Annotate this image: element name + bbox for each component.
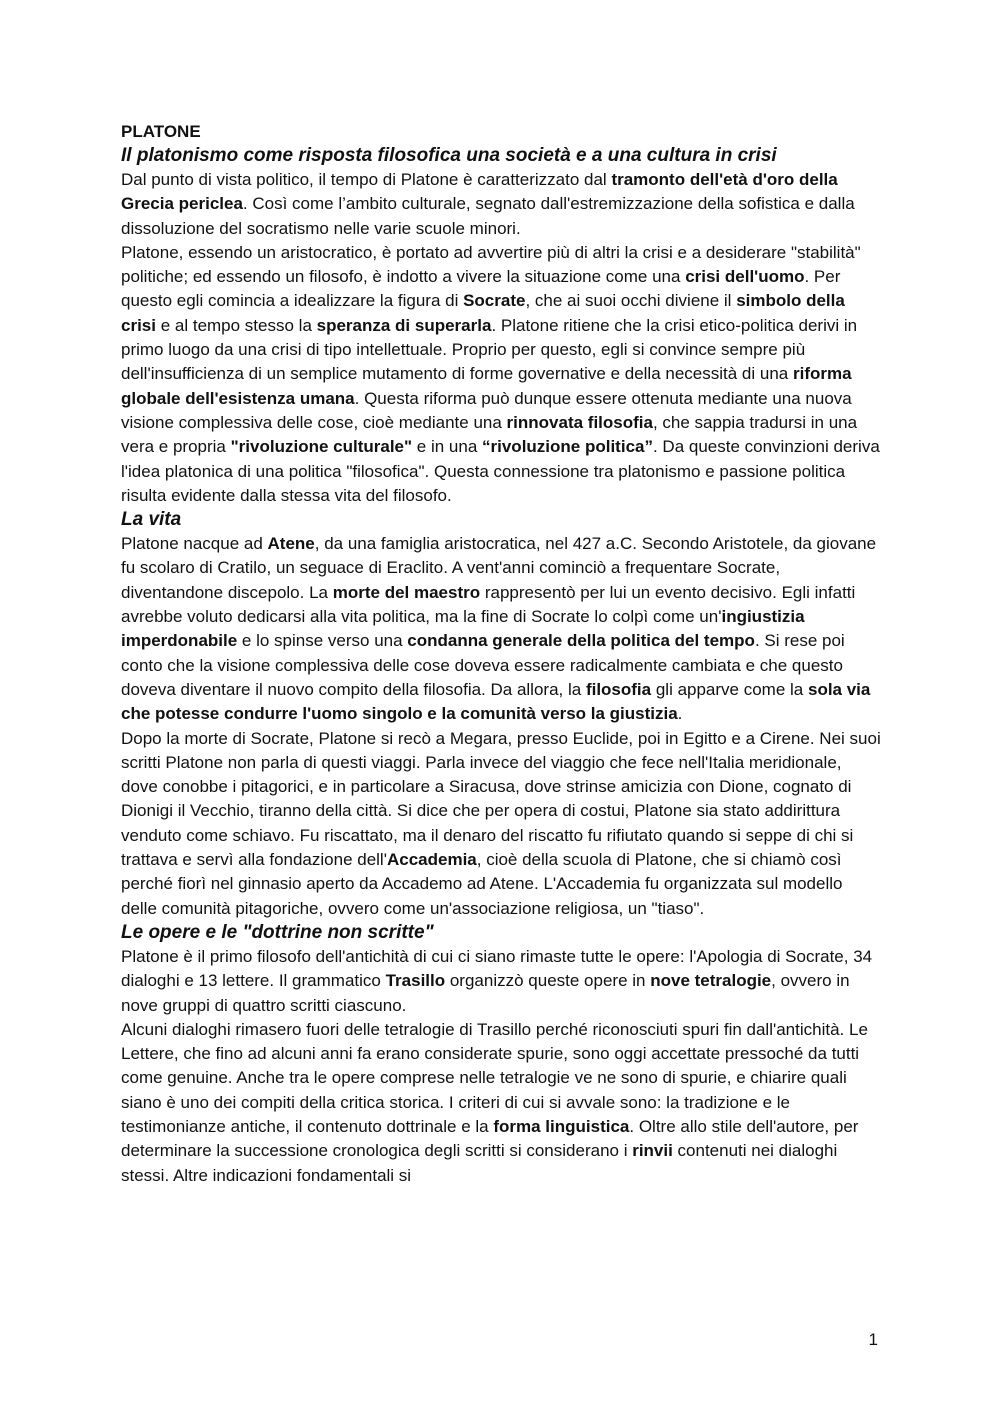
text-run: . Questa riforma può dunque essere ottenuta mediante una nuova visione complessiva delle cose, cioè mediante una	[121, 388, 852, 432]
bold-text: riforma globale dell'esistenza umana	[121, 364, 852, 408]
text-run: . Oltre allo stile dell'autore, per determinare la successione cronologica degli scritti si considerano i	[121, 1116, 859, 1161]
text-run: Platone, essendo un aristocratico, è portato ad avvertire più di altri la crisi e a desiderare "stabilità" politiche; ed essendo un filosofo, è indotto a vivere la situazione come una	[121, 242, 861, 287]
paragraph	[121, 241, 881, 508]
text-run: e al tempo stesso la	[155, 315, 317, 335]
bold-text: "rivoluzione culturale"	[230, 437, 413, 457]
text-run: , che sappia tradursi in una vera e propria	[121, 412, 858, 457]
paragraph	[121, 1018, 881, 1188]
paragraph	[121, 532, 881, 726]
bold-text: ingiustizia imperdonabile	[121, 607, 805, 651]
paragraph	[121, 727, 881, 921]
text-run: gli apparve come la	[651, 679, 808, 699]
page-number: 1	[868, 1330, 878, 1349]
bold-text: sola via che potesse condurre l'uomo singolo e la comunità verso la giustizia	[121, 679, 871, 724]
text-run: Dal punto di vista politico, il tempo di Platone è caratterizzato dal	[121, 170, 612, 189]
text-run: .	[677, 704, 683, 724]
bold-text: condanna generale della politica del tempo	[407, 631, 755, 651]
bold-text: simbolo della crisi	[121, 291, 845, 335]
text-run: organizzò queste opere in	[445, 971, 651, 991]
section-opere	[121, 921, 881, 1188]
bold-text: forma linguistica	[493, 1116, 630, 1136]
text-run: . Si rese poi conto che la visione complessiva delle cose doveva essere radicalmente cambiata e che questo doveva diventare il nuovo compito della filosofia. Da allora, la	[121, 631, 845, 699]
bold-text: rinvii	[632, 1141, 673, 1161]
text-run: e in una	[412, 437, 483, 457]
bold-text: morte del maestro	[332, 582, 481, 602]
text-run: , da una famiglia aristocratica, nel 427 a.C. Secondo Aristotele, da giovane fu scolaro di Cratilo, un seguace di Eraclito. A vent'anni cominciò a frequentare Socrate, diventandone discepolo. La	[121, 534, 877, 602]
bold-text: Atene	[267, 534, 315, 554]
bold-text: filosofia	[585, 679, 652, 699]
document-title: PLATONE	[121, 122, 201, 141]
text-run: . Così come l’ambito culturale, segnato dall'estremizzazione della sofistica e dalla dissoluzione del socratismo nelle varie scuole minori.	[121, 194, 855, 238]
bold-text: rinnovata filosofia	[506, 412, 653, 432]
text-run: e lo spinse verso una	[237, 631, 408, 651]
text-run: , cioè della scuola di Platone, che si chiamò così perché fiorì nel ginnasio aperto da Accademo ad Atene. L'Accademia fu organizzata sul modello delle comunità pitagoriche, ovvero come un'associazione religiosa, un "tiaso".	[121, 850, 843, 918]
text-run: Alcuni dialoghi rimasero fuori delle tetralogie di Trasillo perché riconosciuti spuri fin dall'antichità. Le Lettere, che fino ad alcuni anni fa erano considerate spurie, sono oggi accettate pressoché da tutti come genuine. Anche tra le opere comprese nelle tetralogie ve ne sono di spurie, e chiarire quali siano è uno dei compiti della critica storica. I criteri di cui si avvale sono: la tradizione e le testimonianze antiche, il contenuto dottrinale e la	[121, 1019, 868, 1136]
paragraph	[121, 945, 881, 1018]
bold-text: speranza di superarla	[316, 315, 492, 335]
paragraph	[121, 168, 881, 241]
bold-text: Accademia	[386, 850, 477, 870]
text-run: Platone è il primo filosofo dell'antichità di cui ci siano rimaste tutte le opere: l'Apologia di Socrate, 34 dialoghi e 13 lettere. Il grammatico	[121, 946, 873, 991]
bold-text: Trasillo	[385, 971, 446, 991]
section-la-vita	[121, 508, 881, 921]
text-run: Platone nacque ad	[121, 534, 268, 554]
section-platonismo	[121, 144, 881, 508]
section-heading: Il platonismo come risposta filosofica una società e a una cultura in crisi	[121, 145, 777, 166]
bold-text: “rivoluzione politica”	[482, 437, 653, 457]
text-run: Dopo la morte di Socrate, Platone si recò a Megara, presso Euclide, poi in Egitto e a Cirene. Nei suoi scritti Platone non parla di questi viaggi. Parla invece del viaggio che fece nell'Italia meridionale, dove conobbe i pitagorici, e in particolare a Siracusa, dove strinse amicizia con Dione, cognato di Dionigi il Vecchio, tiranno della città. Si dice che per opera di costui, Platone sia stato addirittura venduto come schiavo. Fu riscattato, ma il denaro del riscatto fu rifiutato quando si seppe di chi si trattava e servì alla fondazione dell'	[121, 728, 881, 870]
section-heading: La vita	[121, 509, 182, 531]
text-run: contenuti nei dialoghi stessi. Altre indicazioni fondamentali si	[121, 1141, 838, 1185]
text-run: . Per questo egli comincia a idealizzare la figura di	[121, 267, 841, 311]
bold-text: nove tetralogie	[650, 971, 772, 991]
text-run: , ovvero in nove gruppi di quattro scritti ciascuno.	[121, 971, 850, 1015]
section-heading: Le opere e le "dottrine non scritte"	[121, 921, 434, 943]
bold-text: tramonto dell'età d'oro della Grecia periclea	[121, 170, 838, 214]
bold-text: crisi dell'uomo	[685, 267, 805, 287]
text-run: . Da queste convinzioni deriva l'idea platonica di una politica "filosofica". Questa connessione tra platonismo e passione politica risulta evidente dalla stessa vita del filosofo.	[121, 437, 880, 505]
bold-text: Socrate	[463, 291, 526, 311]
text-run: , che ai suoi occhi diviene il	[525, 291, 737, 311]
document-page	[121, 120, 881, 1188]
text-run: rappresentò per lui un evento decisivo. Egli infatti avrebbe voluto dedicarsi alla vita politica, ma la fine di Socrate lo colpì come un'	[121, 582, 856, 627]
text-run: . Platone ritiene che la crisi etico-politica derivi in primo luogo da una crisi di tipo intellettuale. Proprio per questo, egli si convince sempre più dell'insufficienza di un semplice mutamento di forme governative e della necessità di una	[121, 315, 858, 384]
